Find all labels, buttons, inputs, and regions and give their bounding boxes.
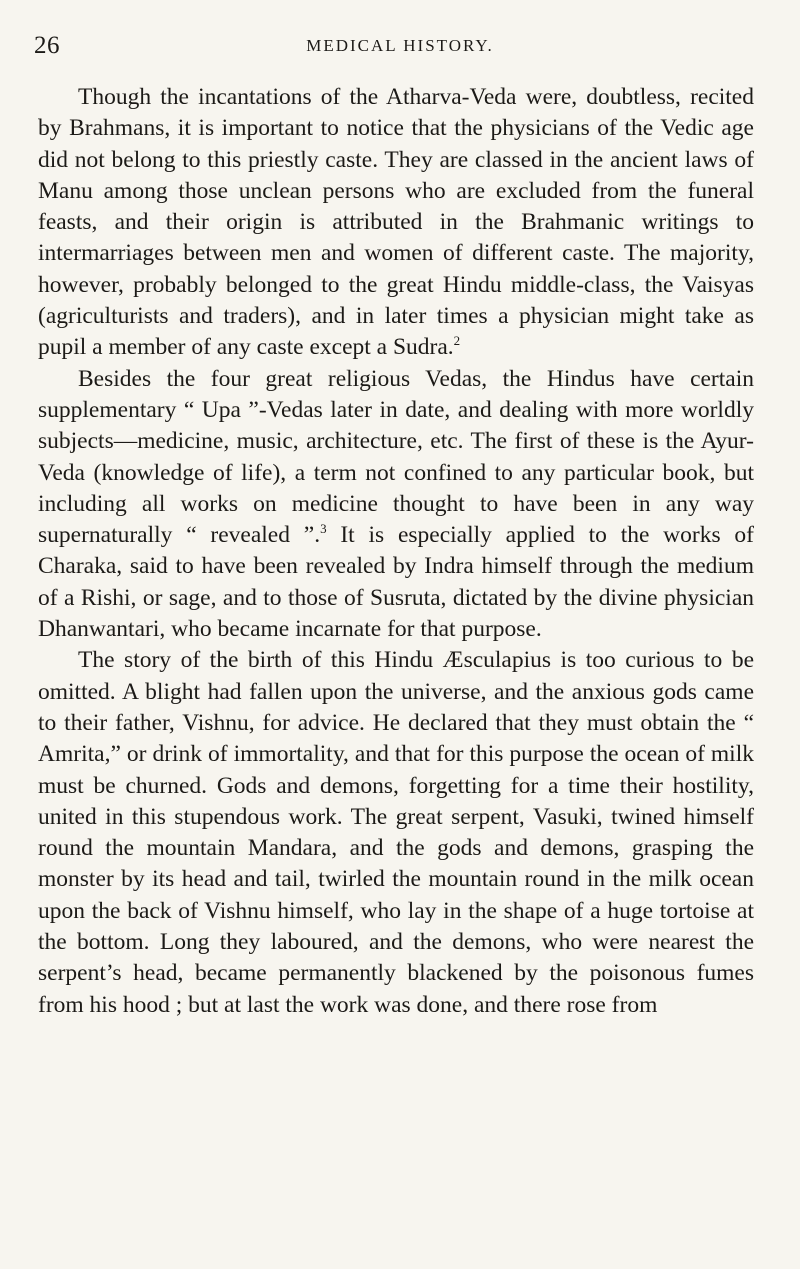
page-number: 26 <box>34 32 60 59</box>
footnote-marker-3: 3 <box>320 521 327 537</box>
paragraph-1-text: Though the incantations of the Atharva-Veda were, doubtless, recited by Brahmans, it is important to notice that the physicians of the Vedic age did not belong to this priestly caste. They are classed in the ancient laws of Manu among those unclean persons who are excluded from the funeral feasts, and their origin is attributed in the Brahmanic writings to intermarriages between men and women of different caste. The majority, however, probably belonged to the great Hindu middle-class, the Vaisyas (agriculturists and traders), and in later times a physician might take as pupil a member of any caste except a Sudra. <box>38 84 754 361</box>
paragraph-2 <box>38 364 754 646</box>
paragraph-2-text-b: It is especially applied to the works of Charaka, said to have been revealed by Indra himself through the medium of a Rishi, or sage, and to those of Susruta, dictated by the divine physician Dhanwantari, who became incarnate for that purpose. <box>38 522 754 643</box>
body-text <box>38 82 754 1021</box>
paragraph-1 <box>38 82 754 364</box>
footnote-marker-2: 2 <box>453 333 461 349</box>
paragraph-2-text-a: Besides the four great religious Vedas, the Hindus have certain supplementary “ Upa ”-Vedas later in date, and dealing with more worldly subjects—medicine, music, architecture, etc. The first of these is the Ayur-Veda (knowledge of life), a term not confined to any particular book, but including all works on medicine thought to have been in any way supernaturally “ revealed ”. <box>38 365 754 549</box>
page-header <box>34 28 766 64</box>
paragraph-3 <box>38 645 754 1021</box>
paragraph-3-text: The story of the birth of this Hindu Æsculapius is too curious to be omitted. A blight had fallen upon the universe, and the anxious gods came to their father, Vishnu, for advice. He declared that they must obtain the “ Amrita,” or drink of immortality, and that for this purpose the ocean of milk must be churned. Gods and demons, forgetting for a time their hostility, united in this stupendous work. The great serpent, Vasuki, twined himself round the mountain Mandara, and the gods and demons, grasping the monster by its head and tail, twirled the mountain round in the milk ocean upon the back of Vishnu himself, who lay in the shape of a huge tortoise at the bottom. Long they laboured, and the demons, who were nearest the serpent’s head, became permanently blackened by the poisonous fumes from his hood ; but at last the work was done, and there rose from <box>38 647 754 1018</box>
running-head: MEDICAL HISTORY. <box>306 36 494 55</box>
